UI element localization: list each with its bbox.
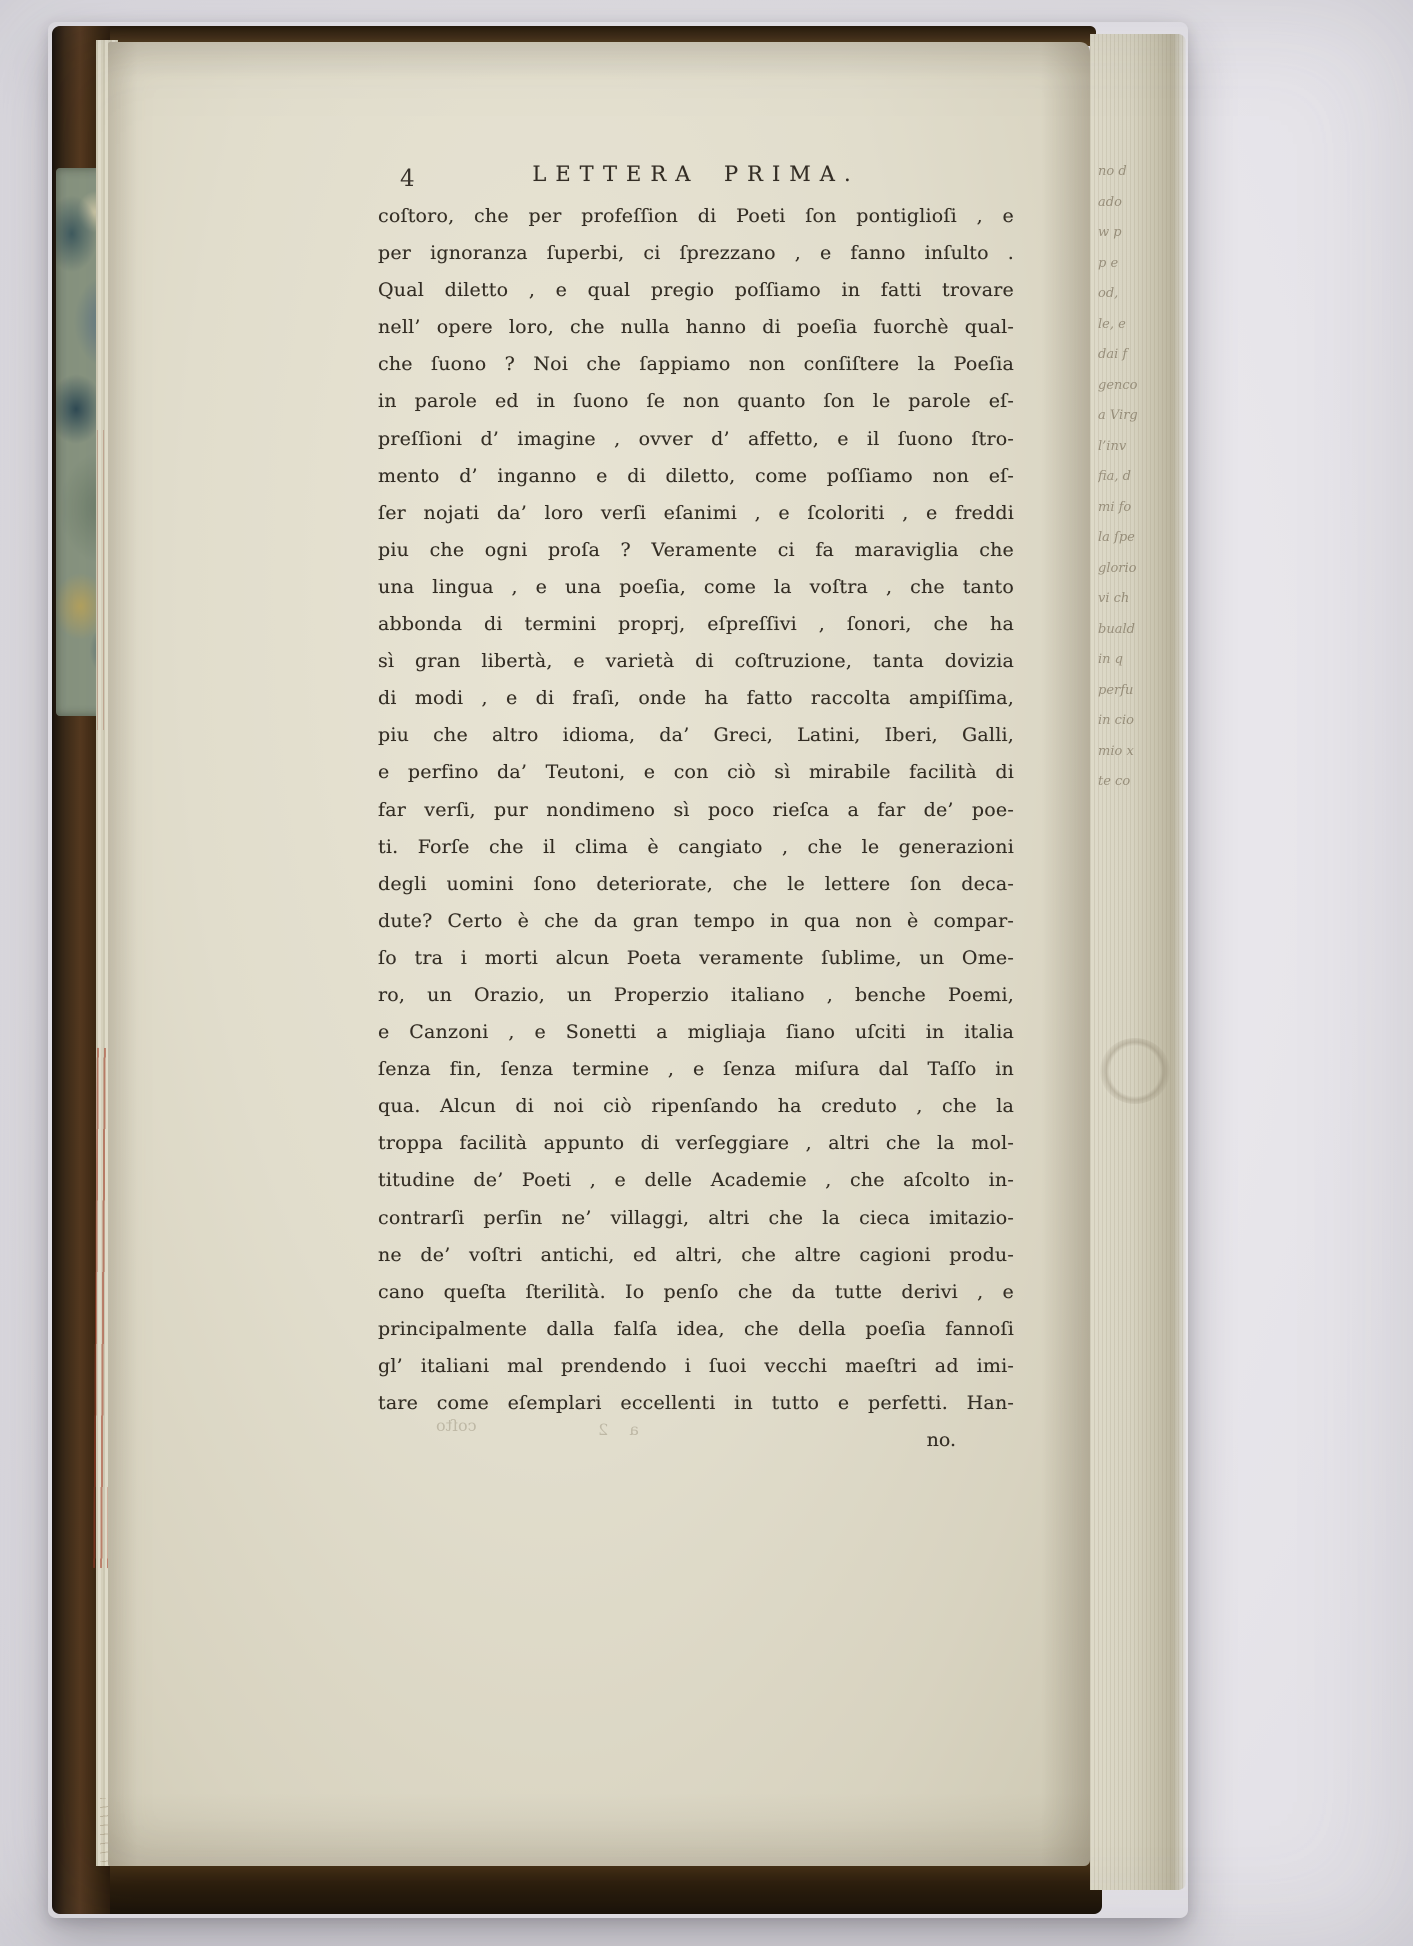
- page-number: 4: [400, 166, 415, 192]
- text-line: ti. Forſe che il clima è cangiato , che le generazioni: [378, 835, 1014, 858]
- fragment: p e: [1098, 255, 1119, 271]
- fragment: no d: [1098, 164, 1127, 179]
- text-line: titudine de’ Poeti , e delle Academie , che aſcolto in-: [378, 1169, 1014, 1192]
- text-line: e perfino da’ Teutoni, e con ciò sì mirabile facilità di: [378, 761, 1014, 784]
- fragment: la ſpe: [1098, 530, 1135, 545]
- fragment: in q: [1098, 652, 1123, 667]
- fragment: in cio: [1098, 713, 1134, 728]
- text-line: piu che ogni proſa ? Veramente ci fa maraviglia che: [378, 538, 1014, 561]
- text-line: principalmente dalla falſa idea, che della poeſia fannoſi: [378, 1317, 1014, 1340]
- text-line: ſo tra i morti alcun Poeta veramente ſublime, un Ome-: [378, 946, 1014, 969]
- facing-page-text-fragments: [1098, 162, 1178, 792]
- text-line: contrarſi perſin ne’ villaggi, altri che la cieca imitazio-: [378, 1206, 1014, 1229]
- text-line: far verſi, pur nondimeno sì poco rieſca a far de’ poe-: [378, 798, 1014, 821]
- fragment: vi ch: [1098, 591, 1130, 606]
- text-line: ſenza fin, ſenza termine , e ſenza miſura dal Taſſo in: [378, 1058, 1014, 1081]
- text-line: preſſioni d’ imagine , ovver d’ affetto, e il ſuono ſtro-: [378, 427, 1014, 450]
- text-line: Qual diletto , e qual pregio poſſiamo in fatti trovare: [378, 279, 1014, 302]
- text-line: abbonda di termini proprj, eſpreſſivi , ſonori, che ha: [378, 613, 1014, 636]
- text-line: troppa facilità appunto di verſeggiare , altri che la mol-: [378, 1132, 1014, 1155]
- fragment: mio x: [1098, 743, 1134, 759]
- text-line: piu che altro idioma, da’ Greci, Latini, Iberi, Galli,: [378, 724, 1014, 747]
- fragment: a Virg: [1098, 408, 1138, 423]
- running-title: LETTERA PRIMA.: [532, 162, 860, 186]
- fragment: mi fo: [1098, 499, 1132, 515]
- page-header: [378, 160, 1014, 196]
- body-text: [378, 198, 1014, 1459]
- text-line: di modi , e di fraſi, onde ha fatto raccolta ampiſſima,: [378, 687, 1014, 710]
- fragment: buald: [1098, 621, 1135, 637]
- text-line: ſer nojati da’ loro verſi eſanimi , e ſcoloriti , e freddi: [378, 501, 1014, 524]
- text-line: gl’ italiani mal prendendo i ſuoi vecchi maeſtri ad imi-: [378, 1354, 1014, 1377]
- showthrough-signature: a 2: [590, 1420, 639, 1439]
- text-line: che ſuono ? Noi che ſappiamo non conſiſtere la Poeſia: [378, 353, 1014, 376]
- showthrough-word: coſto: [436, 1416, 477, 1435]
- fragment: fia, d: [1098, 469, 1132, 484]
- text-line: nell’ opere loro, che nulla hanno di poeſia fuorchè qual-: [378, 316, 1014, 339]
- text-line: coſtoro, che per profeſſion di Poeti ſon pontiglioſi , e: [378, 205, 1014, 227]
- fragment: perfu: [1098, 682, 1134, 698]
- text-line: e Canzoni , e Sonetti a migliaja ſiano uſciti in italia: [378, 1021, 1014, 1044]
- faint-stamp-showthrough: [1100, 1038, 1170, 1104]
- catchword: no.: [926, 1429, 956, 1452]
- fragment: ado: [1098, 194, 1122, 210]
- ink-showthrough: [378, 1414, 1014, 1444]
- fragment: glorio: [1098, 560, 1137, 576]
- text-line: qua. Alcun di noi ciò ripenſando ha creduto , che la: [378, 1095, 1014, 1118]
- fragment: w p: [1098, 225, 1122, 240]
- fragment: dai f: [1098, 347, 1128, 362]
- text-line: sì gran libertà, e varietà di coſtruzione, tanta dovizia: [378, 650, 1014, 673]
- text-line: cano queſta ſterilità. Io penſo che da tutte derivi , e: [378, 1280, 1014, 1303]
- fragment: le, e: [1098, 316, 1126, 332]
- text-line: in parole ed in ſuono ſe non quanto ſon le parole eſ-: [378, 390, 1014, 413]
- text-line: per ignoranza ſuperbi, ci ſprezzano , e fanno inſulto .: [378, 242, 1014, 265]
- fragment: genco: [1098, 377, 1138, 393]
- text-line: mento d’ inganno e di diletto, come poſſiamo non eſ-: [378, 464, 1014, 487]
- fragment: te co: [1098, 774, 1131, 789]
- facing-page-sliver: [1090, 34, 1186, 1890]
- fragment: od,: [1098, 286, 1119, 301]
- text-line: ne de’ voſtri antichi, ed altri, che altre cagioni produ-: [378, 1243, 1014, 1266]
- text-line: degli uomini ſono deteriorate, che le lettere ſon deca-: [378, 872, 1014, 895]
- book-page: [108, 42, 1090, 1866]
- book-cover-bottom-edge: [56, 1860, 1102, 1914]
- text-line: ro, un Orazio, un Properzio italiano , benche Poemi,: [378, 983, 1014, 1006]
- text-line: tare come eſemplari eccellenti in tutto e perfetti. Han-: [378, 1392, 1014, 1414]
- text-line: dute? Certo è che da gran tempo in qua non è compar-: [378, 909, 1014, 932]
- fragment: l’inv: [1098, 438, 1127, 454]
- text-line: una lingua , e una poeſia, come la voſtra , che tanto: [378, 575, 1014, 598]
